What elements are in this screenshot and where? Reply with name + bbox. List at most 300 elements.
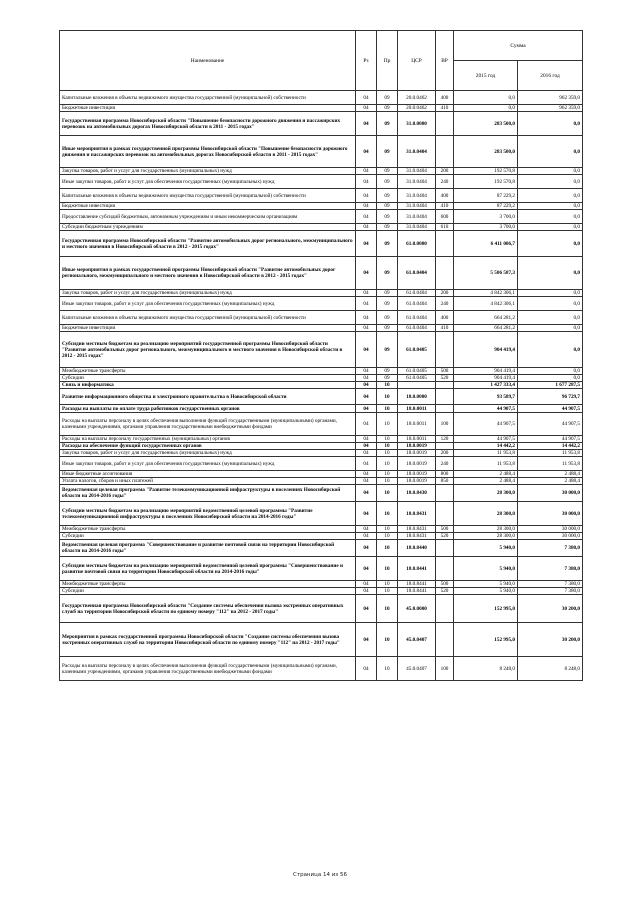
cell-s2015: 5 940,0 [454,557,518,581]
cell-name: Связь и информатика [60,382,356,389]
cell-vr: 240 [436,175,454,189]
cell-s2015: 0,0 [454,91,518,105]
cell-s2015: 3 700,0 [454,224,518,231]
cell-pr: 09 [377,375,398,382]
cell-s2015: 5 506 587,3 [454,257,518,290]
cell-name: Расходы на выплаты персоналу государственных (муниципальных) органов [60,436,356,443]
cell-s2016: 30 200,0 [518,623,583,657]
cell-rz: 04 [356,485,377,502]
table-row [60,581,583,588]
cell-vr: 520 [436,375,454,382]
cell-vr [436,485,454,502]
cell-rz: 04 [356,436,377,443]
cell-csr: 18.0.8440 [398,540,436,557]
table-row [60,405,583,413]
cell-vr: 800 [436,471,454,478]
cell-s2016: 0,0 [518,112,583,136]
cell-s2016: 0,0 [518,257,583,290]
cell-vr [436,136,454,168]
table-row [60,595,583,623]
cell-name: Капитальные вложения в объекты недвижимого имущества государственной (муниципальной) собственности [60,91,356,105]
cell-rz: 04 [356,657,377,681]
cell-vr [436,443,454,450]
cell-s2016: 962 359,0 [518,91,583,105]
budget-table [59,30,583,681]
cell-name: Бюджетные инвестиции [60,325,356,332]
cell-s2016: 2 488,4 [518,478,583,485]
table-row [60,471,583,478]
table-row [60,257,583,290]
header-name: Наименование [60,31,356,91]
cell-pr: 09 [377,224,398,231]
table-header [60,31,583,91]
cell-rz: 04 [356,112,377,136]
cell-rz: 04 [356,450,377,457]
cell-s2015: 1 427 333,4 [454,382,518,389]
cell-pr: 09 [377,136,398,168]
cell-s2016: 0,0 [518,175,583,189]
cell-vr: 500 [436,581,454,588]
cell-vr [436,502,454,526]
cell-name: Расходы на выплаты по оплате труда работников государственных органов [60,405,356,413]
cell-vr: 500 [436,368,454,375]
page-number: Страница 14 из 56 [293,872,347,878]
table-row [60,297,583,311]
cell-csr: 18.0.0019 [398,443,436,450]
table-row [60,457,583,471]
cell-s2016: 2 488,4 [518,471,583,478]
table-row [60,112,583,136]
cell-vr: 100 [436,657,454,681]
cell-s2016: 0,0 [518,311,583,325]
cell-rz: 04 [356,581,377,588]
cell-s2015: 44 907,5 [454,436,518,443]
cell-pr: 10 [377,623,398,657]
budget-table-sheet [59,30,582,681]
cell-s2016: 30 200,0 [518,595,583,623]
cell-s2015: 11 953,8 [454,457,518,471]
cell-rz: 04 [356,368,377,375]
table-row [60,443,583,450]
cell-s2015: 14 442,2 [454,443,518,450]
cell-rz: 04 [356,257,377,290]
cell-name: Предоставление субсидий бюджетным, автономным учреждениям и иным некоммерческим организациям [60,210,356,224]
cell-s2015: 8 248,0 [454,657,518,681]
cell-pr: 10 [377,533,398,540]
cell-pr: 10 [377,657,398,681]
cell-rz: 04 [356,136,377,168]
cell-s2016: 0,0 [518,224,583,231]
cell-s2016: 0,0 [518,368,583,375]
table-row [60,325,583,332]
cell-name: Межбюджетные трансферты [60,581,356,588]
cell-name: Бюджетные инвестиции [60,203,356,210]
cell-csr: 18.0.0000 [398,389,436,405]
cell-s2015: 283 500,0 [454,136,518,168]
table-row [60,231,583,257]
table-row [60,311,583,325]
cell-name: Расходы на обеспечение функций государственных органов [60,443,356,450]
cell-name: Расходы на выплаты персоналу в целях обеспечения выполнения функций государственными (муниципальными) органами, казенными учреждениями, органами управления государственными внебюджетными фондами [60,657,356,681]
cell-s2015: 6 411 006,7 [454,231,518,257]
cell-s2015: 192 570,8 [454,168,518,175]
cell-s2015: 664 281,2 [454,325,518,332]
cell-pr: 09 [377,332,398,368]
cell-rz: 04 [356,405,377,413]
cell-pr: 10 [377,436,398,443]
cell-csr: 61.0.0405 [398,368,436,375]
cell-csr: 31.0.0404 [398,203,436,210]
cell-pr: 09 [377,175,398,189]
cell-pr: 10 [377,413,398,436]
cell-vr [436,112,454,136]
cell-name: Межбюджетные трансферты [60,368,356,375]
cell-s2015: 28 300,0 [454,502,518,526]
cell-name: Субсидии [60,533,356,540]
cell-name: Расходы на выплаты персоналу в целях обеспечения выполнения функций государственными (муниципальными) органами, казенными учреждениями, органами управления государственными внебюджетными фондами [60,413,356,436]
cell-s2016: 44 907,5 [518,413,583,436]
cell-s2016: 8 248,0 [518,657,583,681]
cell-s2015: 11 953,8 [454,450,518,457]
cell-pr: 10 [377,457,398,471]
cell-s2016: 1 677 287,5 [518,382,583,389]
cell-name: Субсидии местным бюджетам на реализацию мероприятий ведомственной целевой программы "Совершенствование и развитие почтовой связи на территории Новосибирской области на 2014-2016 годы" [60,557,356,581]
table-row [60,224,583,231]
cell-pr: 09 [377,105,398,112]
cell-vr [436,557,454,581]
cell-rz: 04 [356,443,377,450]
table-row [60,290,583,297]
table-row [60,533,583,540]
cell-rz: 04 [356,290,377,297]
cell-pr: 09 [377,368,398,375]
cell-csr: 18.0.0011 [398,436,436,443]
cell-name: Закупка товаров, работ и услуг для государственных (муниципальных) нужд [60,168,356,175]
cell-vr: 850 [436,478,454,485]
cell-rz: 04 [356,175,377,189]
cell-rz: 04 [356,231,377,257]
cell-s2015: 3 700,0 [454,210,518,224]
cell-name: Иные закупки товаров, работ и услуг для обеспечения государственных (муниципальных) нужд [60,297,356,311]
cell-rz: 04 [356,91,377,105]
cell-pr: 09 [377,257,398,290]
cell-pr: 10 [377,526,398,533]
cell-s2015: 28 300,0 [454,533,518,540]
table-row [60,382,583,389]
cell-s2016: 0,0 [518,231,583,257]
cell-s2015: 28 300,0 [454,485,518,502]
cell-name: Субсидии [60,588,356,595]
cell-csr: 18.0.8441 [398,588,436,595]
header-vr: ВР [436,31,454,91]
cell-pr: 09 [377,210,398,224]
cell-rz: 04 [356,224,377,231]
cell-s2015: 87 229,2 [454,203,518,210]
cell-vr: 600 [436,210,454,224]
cell-csr: 18.0.8441 [398,581,436,588]
cell-vr: 400 [436,311,454,325]
cell-vr [436,623,454,657]
table-row [60,526,583,533]
cell-vr [436,231,454,257]
cell-s2015: 5 940,0 [454,540,518,557]
cell-csr: 18.0.0019 [398,450,436,457]
cell-csr: 18.0.8431 [398,533,436,540]
cell-csr: 31.0.0000 [398,112,436,136]
cell-vr: 400 [436,189,454,203]
cell-csr: 20.0.0462 [398,91,436,105]
cell-csr: 61.0.0404 [398,257,436,290]
cell-s2016: 44 907,5 [518,436,583,443]
cell-csr: 18.0.0019 [398,457,436,471]
cell-s2016: 7 380,0 [518,540,583,557]
table-row [60,189,583,203]
cell-rz: 04 [356,502,377,526]
cell-vr: 120 [436,436,454,443]
cell-name: Субсидии местным бюджетам на реализацию мероприятий ведомственной целевой программы "Развитие телекоммуникационной инфраструктуры в поселениях Новосибирской области на 2014-2016 годы" [60,502,356,526]
header-csr: ЦСР [398,31,436,91]
cell-vr: 200 [436,168,454,175]
table-row [60,623,583,657]
cell-vr: 100 [436,413,454,436]
cell-name: Иные закупки товаров, работ и услуг для обеспечения государственных (муниципальных) нужд [60,457,356,471]
table-row [60,588,583,595]
cell-s2016: 7 380,0 [518,581,583,588]
table-row [60,136,583,168]
cell-s2016: 0,0 [518,210,583,224]
table-row [60,436,583,443]
cell-csr: 61.0.0404 [398,290,436,297]
cell-vr [436,595,454,623]
cell-csr: 45.0.0407 [398,657,436,681]
cell-s2016: 0,0 [518,136,583,168]
table-row [60,175,583,189]
cell-name: Государственная программа Новосибирской области "Создание системы обеспечения вызова экстренных оперативных служб на территории Новосибирской области по единому номеру "112" на 2012 - 2017 годы" [60,595,356,623]
cell-vr [436,382,454,389]
cell-s2016: 30 000,0 [518,526,583,533]
table-row [60,540,583,557]
cell-csr: 45.0.0407 [398,623,436,657]
cell-vr: 410 [436,325,454,332]
cell-rz: 04 [356,168,377,175]
table-row [60,368,583,375]
header-pr: Пр [377,31,398,91]
cell-name: Субсидии местным бюджетам на реализацию мероприятий государственной программы Новосибирской области "Развитие автомобильных дорог регионального, межмуниципального и местного значения в Новосибирской области в 2012 - 2015 годах" [60,332,356,368]
cell-vr: 240 [436,457,454,471]
cell-csr: 31.0.0404 [398,168,436,175]
cell-s2016: 7 380,0 [518,588,583,595]
cell-s2015: 192 570,8 [454,175,518,189]
cell-pr: 09 [377,231,398,257]
cell-s2015: 4 842 306,1 [454,290,518,297]
cell-pr: 09 [377,112,398,136]
cell-name: Государственная программа Новосибирской области "Повышение безопасности дорожного движения и пассажирских перевозок на автомобильных дорогах Новосибирской области в 2011 - 2015 годах" [60,112,356,136]
cell-vr: 200 [436,450,454,457]
cell-csr: 18.0.8430 [398,485,436,502]
table-row [60,203,583,210]
cell-csr: 18.0.0011 [398,405,436,413]
cell-s2016: 0,0 [518,290,583,297]
cell-s2015: 152 995,0 [454,595,518,623]
cell-csr: 61.0.0405 [398,375,436,382]
header-rz: Рз [356,31,377,91]
cell-s2015: 5 940,0 [454,581,518,588]
cell-name: Развитие информационного общества и электронного правительства в Новосибирской области [60,389,356,405]
table-row [60,210,583,224]
cell-name: Иные бюджетные ассигнования [60,471,356,478]
cell-pr: 10 [377,595,398,623]
cell-vr [436,257,454,290]
cell-csr: 61.0.0405 [398,332,436,368]
cell-s2015: 28 300,0 [454,526,518,533]
cell-s2015: 2 488,4 [454,471,518,478]
cell-s2016: 11 953,8 [518,450,583,457]
cell-s2016: 30 000,0 [518,533,583,540]
cell-rz: 04 [356,557,377,581]
cell-vr: 240 [436,297,454,311]
cell-name: Ведомственная целевая программа "Совершенствование и развитие почтовой связи на территории Новосибирской области на 2014-2016 годы" [60,540,356,557]
cell-s2015: 904 419,4 [454,332,518,368]
table-body [60,91,583,681]
cell-pr: 09 [377,203,398,210]
cell-pr: 10 [377,502,398,526]
cell-rz: 04 [356,478,377,485]
cell-pr: 10 [377,485,398,502]
cell-rz: 04 [356,471,377,478]
cell-s2015: 664 281,2 [454,311,518,325]
cell-rz: 04 [356,595,377,623]
cell-s2015: 93 589,7 [454,389,518,405]
cell-csr: 45.0.0000 [398,595,436,623]
cell-name: Закупка товаров, работ и услуг для государственных (муниципальных) нужд [60,290,356,297]
cell-rz: 04 [356,105,377,112]
cell-csr: 31.0.0404 [398,189,436,203]
cell-pr: 10 [377,443,398,450]
cell-pr: 10 [377,588,398,595]
cell-s2015: 5 940,0 [454,588,518,595]
cell-s2016: 0,0 [518,375,583,382]
cell-pr: 09 [377,189,398,203]
cell-csr: 18.0.0019 [398,478,436,485]
cell-vr [436,389,454,405]
cell-csr: 18.0.8441 [398,557,436,581]
cell-csr: 18.0.0019 [398,471,436,478]
table-row [60,485,583,502]
cell-s2016: 7 380,0 [518,557,583,581]
table-row [60,557,583,581]
cell-s2015: 44 907,5 [454,413,518,436]
cell-pr: 09 [377,290,398,297]
cell-s2016: 0,0 [518,325,583,332]
table-row [60,389,583,405]
header-2016: 2016 год [518,61,583,91]
cell-name: Ведомственная целевая программа "Развитие телекоммуникационной инфраструктуры в поселениях Новосибирской области на 2014-2016 годы" [60,485,356,502]
cell-name: Закупка товаров, работ и услуг для государственных (муниципальных) нужд [60,450,356,457]
cell-vr: 400 [436,91,454,105]
cell-pr: 09 [377,325,398,332]
cell-rz: 04 [356,375,377,382]
cell-pr: 10 [377,389,398,405]
table-row [60,478,583,485]
cell-rz: 04 [356,203,377,210]
cell-name: Субсидии бюджетным учреждениям [60,224,356,231]
cell-csr: 18.0.8431 [398,526,436,533]
cell-rz: 04 [356,623,377,657]
table-row [60,502,583,526]
cell-pr: 09 [377,91,398,105]
cell-pr: 10 [377,471,398,478]
cell-name: Иные закупки товаров, работ и услуг для обеспечения государственных (муниципальных) нужд [60,175,356,189]
cell-rz: 04 [356,413,377,436]
cell-csr: 18.0.0011 [398,413,436,436]
cell-s2015: 44 907,5 [454,405,518,413]
cell-name: Межбюджетные трансферты [60,526,356,533]
cell-vr: 200 [436,290,454,297]
cell-vr: 410 [436,105,454,112]
cell-rz: 04 [356,325,377,332]
cell-s2015: 152 995,0 [454,623,518,657]
cell-csr: 61.0.0000 [398,231,436,257]
cell-csr: 61.0.0404 [398,311,436,325]
cell-s2016: 30 000,0 [518,485,583,502]
cell-s2016: 44 907,5 [518,405,583,413]
table-row [60,91,583,105]
cell-rz: 04 [356,382,377,389]
cell-name: Иные мероприятия в рамках государственной программы Новосибирской области "Повышение безопасности дорожного движения и пассажирских перевозок на автомобильных дорогах Новосибирской области в 2011 - 2015 годах" [60,136,356,168]
cell-rz: 04 [356,533,377,540]
cell-pr: 10 [377,405,398,413]
cell-pr: 09 [377,297,398,311]
cell-vr: 410 [436,203,454,210]
table-row [60,413,583,436]
header-2015: 2015 год [454,61,518,91]
cell-rz: 04 [356,540,377,557]
cell-s2015: 0,0 [454,105,518,112]
cell-rz: 04 [356,332,377,368]
cell-vr: 520 [436,533,454,540]
cell-s2016: 11 953,8 [518,457,583,471]
cell-name: Капитальные вложения в объекты недвижимого имущества государственной (муниципальной) собственности [60,311,356,325]
cell-name: Иные мероприятия в рамках государственной программы Новосибирской области "Развитие автомобильных дорог регионального, межмуниципального и местного значения в Новосибирской области в 2012 - 2015 годах" [60,257,356,290]
cell-name: Субсидии [60,375,356,382]
cell-rz: 04 [356,311,377,325]
cell-pr: 10 [377,581,398,588]
cell-s2015: 904 419,4 [454,368,518,375]
cell-pr: 10 [377,557,398,581]
cell-csr: 20.0.0462 [398,105,436,112]
cell-s2015: 283 500,0 [454,112,518,136]
cell-name: Мероприятия в рамках государственной программы Новосибирской области "Создание системы обеспечения вызова экстренных оперативных служб на территории Новосибирской области по единому номеру "112" на 2012 - 2017 годы" [60,623,356,657]
cell-s2015: 4 842 306,1 [454,297,518,311]
table-row [60,657,583,681]
cell-csr: 31.0.0404 [398,175,436,189]
cell-vr [436,332,454,368]
cell-vr: 500 [436,526,454,533]
cell-rz: 04 [356,389,377,405]
cell-rz: 04 [356,297,377,311]
cell-csr: 61.0.0404 [398,297,436,311]
cell-vr: 610 [436,224,454,231]
cell-pr: 10 [377,450,398,457]
cell-s2016: 96 729,7 [518,389,583,405]
cell-rz: 04 [356,588,377,595]
cell-name: Государственная программа Новосибирской области "Развитие автомобильных дорог регионального, межмуниципального и местного значения в Новосибирской области в 2012 - 2015 годах" [60,231,356,257]
table-row [60,168,583,175]
cell-pr: 09 [377,168,398,175]
table-row [60,375,583,382]
cell-pr: 09 [377,311,398,325]
table-row [60,105,583,112]
